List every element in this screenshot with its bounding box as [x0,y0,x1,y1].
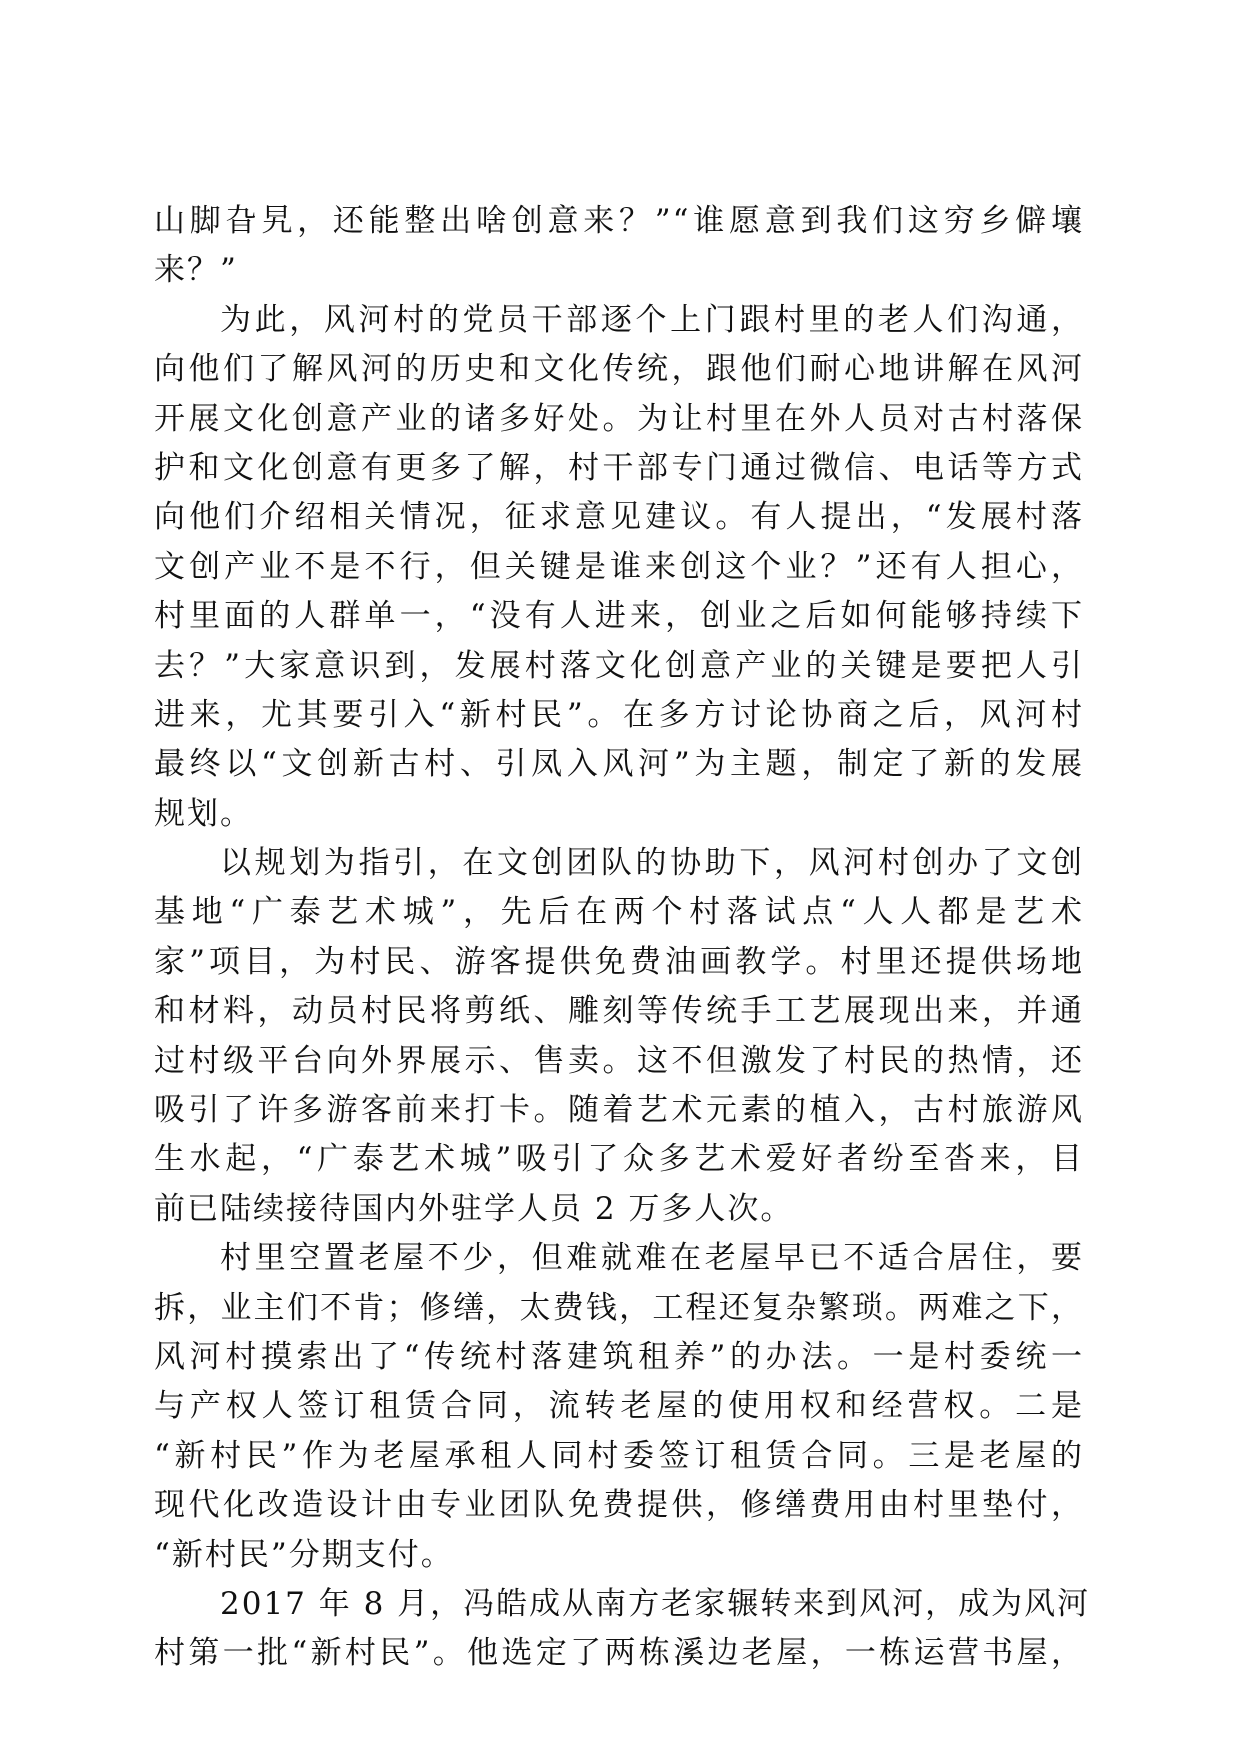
text-line: 村第一批“新村民”。他选定了两栋溪边老屋，一栋运营书屋， [154,1635,1084,1672]
text-line: 去？”大家意识到，发展村落文化创意产业的关键是要把人引 [154,647,1084,684]
text-line: 来？” [154,252,238,289]
text-line: 为此，风河村的党员干部逐个上门跟村里的老人们沟通， [220,301,1084,338]
text-line: 以规划为指引，在文创团队的协助下，风河村创办了文创 [220,845,1084,882]
text-line: 和材料，动员村民将剪纸、雕刻等传统手工艺展现出来，并通 [154,993,1084,1030]
text-line: 生水起，“广泰艺术城”吸引了众多艺术爱好者纷至沓来，目 [154,1141,1084,1178]
text-line: 规划。 [154,795,253,832]
text-line: 吸引了许多游客前来打卡。随着艺术元素的植入，古村旅游风 [154,1092,1084,1129]
text-line: 向他们了解风河的历史和文化传统，跟他们耐心地讲解在风河 [154,351,1084,388]
text-line: 最终以“文创新古村、引凤入风河”为主题，制定了新的发展 [154,746,1084,783]
text-line: 文创产业不是不行，但关键是谁来创这个业？”还有人担心， [154,548,1084,585]
text-line: 进来，尤其要引入“新村民”。在多方讨论协商之后，风河村 [154,696,1084,733]
text-line: 现代化改造设计由专业团队免费提供，修缮费用由村里垫付， [154,1487,1084,1524]
body-text [154,197,1091,1679]
text-line: 村里面的人群单一，“没有人进来，创业之后如何能够持续下 [154,598,1084,635]
text-line: “新村民”分期支付。 [154,1536,454,1573]
text-line: 村里空置老屋不少，但难就难在老屋早已不适合居住，要 [220,1240,1084,1277]
text-line: 风河村摸索出了“传统村落建筑租养”的办法。一是村委统一 [154,1338,1084,1375]
text-line: 基地“广泰艺术城”，先后在两个村落试点“人人都是艺术 [154,894,1084,931]
text-line: 开展文化创意产业的诸多好处。为让村里在外人员对古村落保 [154,400,1084,437]
text-line: 护和文化创意有更多了解，村干部专门通过微信、电话等方式 [154,449,1084,486]
text-line: 拆，业主们不肯；修缮，太费钱，工程还复杂繁琐。两难之下， [154,1289,1084,1326]
text-line: 2017 年 8 月，冯皓成从南方老家辗转来到风河，成为风河 [220,1585,1091,1622]
text-line: 与产权人签订租赁合同，流转老屋的使用权和经营权。二是 [154,1388,1084,1425]
text-line: 前已陆续接待国内外驻学人员 2 万多人次。 [154,1190,794,1227]
text-line: 山脚旮旯，还能整出啥创意来？”“谁愿意到我们这穷乡僻壤 [154,203,1084,239]
text-line: 过村级平台向外界展示、售卖。这不但激发了村民的热情，还 [154,1042,1084,1079]
text-line: “新村民”作为老屋承租人同村委签订租赁合同。三是老屋的 [154,1437,1084,1474]
text-line: 向他们介绍相关情况，征求意见建议。有人提出，“发展村落 [154,499,1084,536]
text-line: 家”项目，为村民、游客提供免费油画教学。村里还提供场地 [154,943,1084,980]
